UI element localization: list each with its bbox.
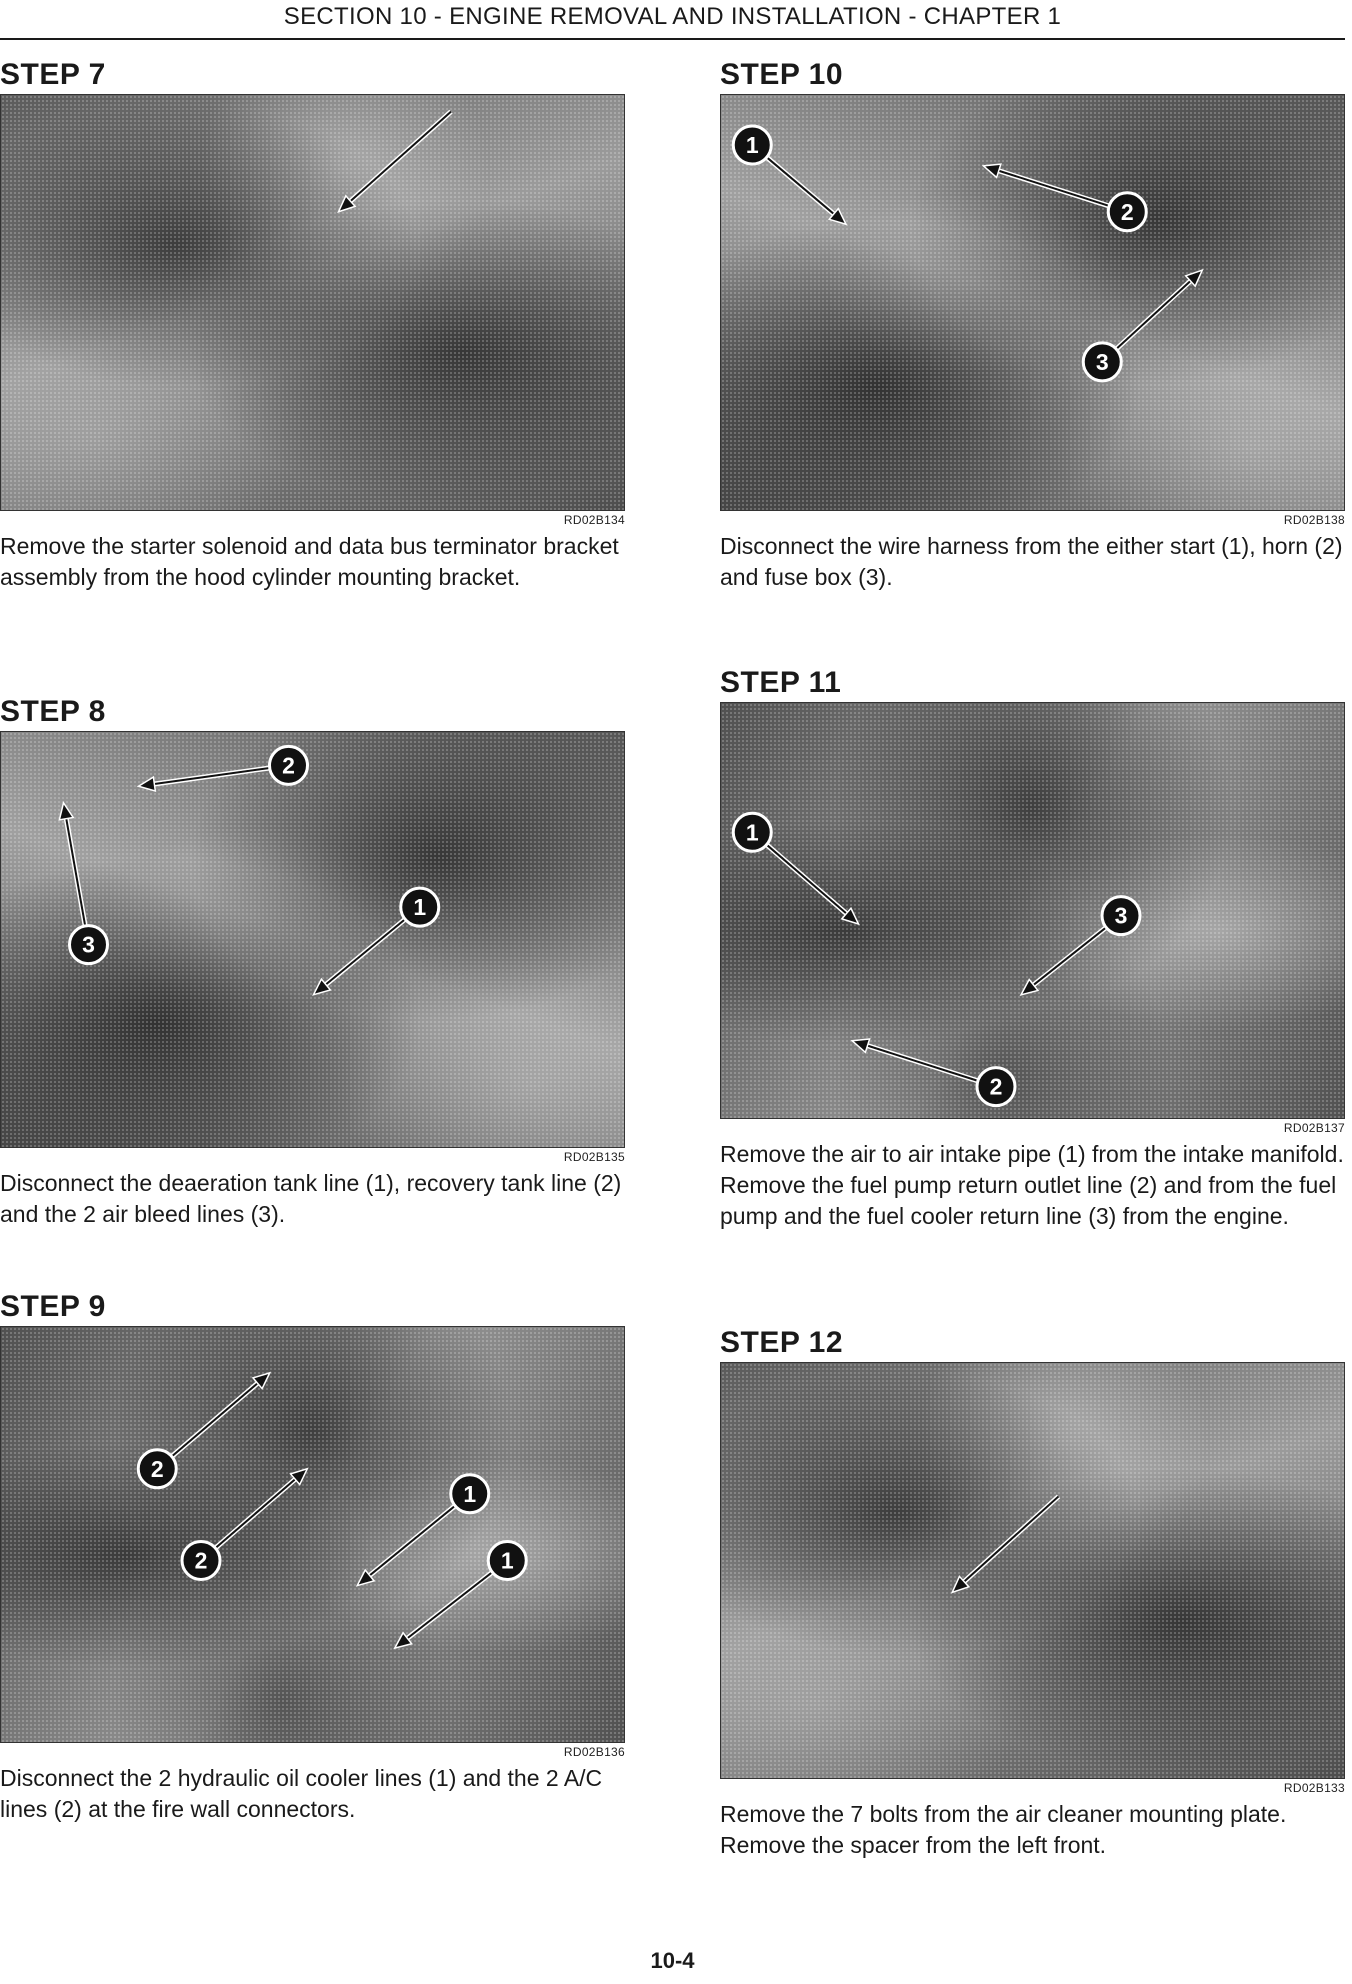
- callout-number: 1: [500, 1547, 514, 1574]
- step10-callout-3: [1083, 270, 1202, 381]
- callout-arrow-line: [66, 819, 85, 926]
- step-11-caption: Remove the air to air intake pipe (1) from the intake manifold. Remove the fuel pump return outlet line (2) and from the fuel pump and the fuel cooler return line (3) from the engine.: [720, 1141, 1344, 1229]
- step-12-caption: Remove the 7 bolts from the air cleaner mounting plate. Remove the spacer from the left front.: [720, 1801, 1287, 1858]
- step-9-photo-id: RD02B136: [563, 1745, 625, 1759]
- step9-callout-4: [182, 1469, 307, 1580]
- callout-number: 2: [1120, 198, 1134, 225]
- section-title: SECTION 10 - ENGINE REMOVAL AND INSTALLATION - CHAPTER 1: [283, 3, 1062, 30]
- callout-number: 1: [745, 132, 759, 159]
- callout-arrow-head: [852, 1039, 869, 1052]
- step-8: [0, 693, 625, 1230]
- step-9-title: STEP 9: [0, 1290, 106, 1323]
- page-header: [0, 0, 1345, 40]
- step11-callout-3: [1021, 897, 1140, 995]
- step-8-photo: [0, 731, 625, 1148]
- callout-number: 3: [1095, 348, 1109, 375]
- callout-arrow-line: [1034, 927, 1107, 984]
- step-8-photo-id: RD02B135: [563, 1150, 625, 1164]
- step11-callout-1: [733, 813, 858, 924]
- step8-callout-1: [314, 888, 439, 995]
- step-8-caption: Disconnect the deaeration tank line (1), recovery tank line (2) and the 2 air bleed lines (3).: [0, 1170, 622, 1227]
- callout-number: 1: [413, 894, 427, 921]
- callout-number: 3: [82, 931, 95, 958]
- step12-callout-1: [952, 1496, 1058, 1592]
- callout-number: 3: [1114, 902, 1128, 929]
- step-12-title: STEP 12: [720, 1326, 844, 1359]
- step-8-title: STEP 8: [0, 695, 106, 728]
- step-7-callouts: [1, 95, 625, 511]
- step-9: [0, 1288, 625, 1825]
- callout-arrow-line: [326, 919, 405, 984]
- step-11-photo-id: RD02B137: [1283, 1121, 1345, 1135]
- callout-arrow-line: [767, 157, 834, 214]
- step-12: [720, 1324, 1345, 1861]
- callout-arrow-line: [154, 768, 269, 784]
- step-7-photo: [0, 94, 625, 511]
- callout-number: 1: [745, 819, 759, 846]
- step-9-callouts: [1, 1327, 625, 1743]
- step-11-photo: [720, 702, 1345, 1119]
- step9-callout-1: [357, 1475, 489, 1586]
- step-11-title: STEP 11: [720, 666, 842, 699]
- callout-arrow-head: [139, 777, 156, 791]
- step10-callout-1: [733, 126, 846, 224]
- step-8-callouts: [1, 732, 625, 1148]
- callout-arrow-line: [999, 171, 1109, 206]
- step-7: [0, 56, 625, 593]
- step-10-callouts: [721, 95, 1345, 511]
- step8-callout-2: [139, 746, 308, 791]
- step-7-title: STEP 7: [0, 58, 106, 91]
- step-11-callouts: [721, 703, 1345, 1119]
- step-10-photo-id: RD02B138: [1283, 513, 1345, 527]
- step-10: [720, 56, 1345, 593]
- callout-arrow-head: [59, 803, 73, 820]
- step-11: [720, 664, 1345, 1232]
- step-9-caption: Disconnect the 2 hydraulic oil cooler lines (1) and the 2 A/C lines (2) at the fire wall connectors.: [0, 1765, 603, 1822]
- callout-number: 1: [463, 1480, 477, 1507]
- callout-arrow-line: [370, 1506, 455, 1576]
- step-12-photo: [720, 1362, 1345, 1779]
- step10-callout-2: [984, 164, 1147, 231]
- callout-arrow-line: [767, 845, 847, 914]
- callout-arrow-line: [867, 1046, 977, 1081]
- step-12-photo-id: RD02B133: [1283, 1781, 1345, 1795]
- step-10-photo: [720, 94, 1345, 511]
- step8-callout-3: [59, 803, 107, 964]
- page-number: 10-4: [650, 1948, 695, 1973]
- callout-number: 2: [150, 1455, 164, 1482]
- callout-arrow-line: [172, 1383, 258, 1456]
- step9-callout-2: [395, 1542, 527, 1649]
- step-7-photo-id: RD02B134: [563, 513, 625, 527]
- step11-callout-2: [852, 1039, 1015, 1106]
- step-9-photo: [0, 1326, 625, 1743]
- callout-arrow-head: [984, 164, 1001, 177]
- callout-arrow-line: [407, 1572, 492, 1638]
- callout-arrow-line: [215, 1479, 295, 1548]
- step-10-title: STEP 10: [720, 58, 844, 91]
- step-12-callouts: [721, 1363, 1345, 1779]
- callout-arrow-line: [350, 112, 451, 201]
- step7-callout-1: [339, 112, 452, 212]
- step-7-caption: Remove the starter solenoid and data bus terminator bracket assembly from the hood cylinder mounting bracket.: [0, 533, 619, 590]
- callout-number: 2: [194, 1547, 208, 1574]
- callout-number: 2: [282, 752, 295, 779]
- callout-arrow-line: [1116, 281, 1190, 349]
- step-10-caption: Disconnect the wire harness from the either start (1), horn (2) and fuse box (3).: [720, 533, 1343, 590]
- step9-callout-3: [138, 1373, 270, 1488]
- callout-arrow-line: [964, 1496, 1058, 1581]
- callout-number: 2: [989, 1073, 1003, 1100]
